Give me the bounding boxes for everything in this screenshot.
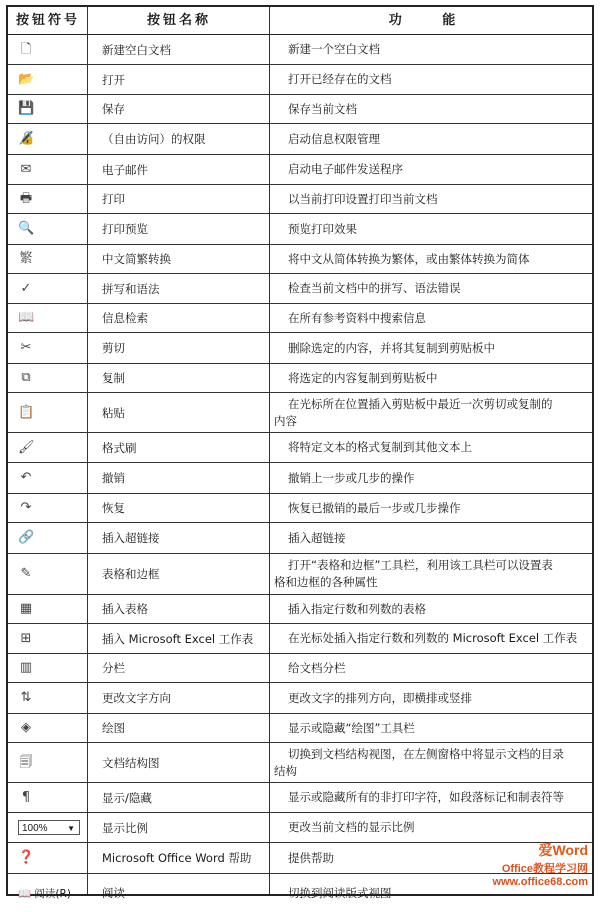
- button-symbol-cell: [8, 245, 88, 273]
- button-function: [270, 624, 592, 653]
- function-text-line: 在光标所在位置插入剪贴板中最近一次剪切或复制的: [288, 396, 553, 411]
- zoom-value: 100%: [22, 823, 48, 834]
- button-symbol-cell: [8, 155, 88, 184]
- button-function: [270, 35, 592, 64]
- button-function: [270, 494, 592, 522]
- function-text-line: 切换到阅读版式视图: [288, 885, 392, 900]
- button-function: [270, 214, 592, 244]
- table-row: [8, 95, 592, 124]
- button-name: 打开: [102, 72, 125, 87]
- button-symbol-cell: [8, 494, 88, 522]
- button-symbol-cell: [8, 654, 88, 682]
- button-name: 打印预览: [102, 222, 148, 236]
- table-row: [8, 304, 592, 333]
- printer-icon[interactable]: 🖶: [19, 191, 33, 206]
- tables-borders-icon[interactable]: ✎: [20, 566, 32, 581]
- button-name: 打印: [102, 192, 125, 206]
- permission-icon[interactable]: 🔏: [18, 131, 35, 146]
- button-symbol-cell: [8, 35, 88, 64]
- function-text-line: 打开已经存在的文档: [288, 72, 392, 86]
- function-text-line: 更改文字的排列方向，即横排或竖排: [288, 690, 472, 705]
- button-function: [270, 843, 592, 873]
- table-row: [8, 523, 592, 554]
- button-symbol-cell: [8, 95, 88, 123]
- watermark-line-2: Office教程学习网: [501, 863, 588, 875]
- button-name: 电子邮件: [102, 162, 148, 177]
- button-symbol-cell: [8, 683, 88, 713]
- function-text-line: 恢复已撤销的最后一步或几步操作: [288, 500, 461, 515]
- insert-table-icon[interactable]: ▦: [19, 601, 33, 616]
- button-function: [270, 683, 592, 713]
- table-row: [8, 595, 592, 624]
- table-row: [8, 554, 592, 595]
- button-name: 插入超链接: [102, 531, 160, 545]
- button-symbol-cell: [8, 843, 88, 873]
- button-name: 显示/隐藏: [102, 790, 152, 805]
- button-function: [270, 523, 592, 553]
- button-symbol-cell: [8, 124, 88, 154]
- button-function: [270, 393, 592, 432]
- button-function: [270, 155, 592, 184]
- help-icon[interactable]: ❓: [18, 850, 35, 865]
- button-symbol-cell: [8, 813, 88, 842]
- function-text-line: 检查当前文档中的拼写、语法错误: [288, 281, 461, 295]
- table-row: [8, 245, 592, 274]
- zoom-dropdown[interactable]: [18, 820, 80, 835]
- button-symbol-cell: [8, 393, 88, 432]
- table-row: [8, 35, 592, 65]
- function-text-line: 启动信息权限管理: [288, 131, 380, 146]
- traditional-chinese-icon[interactable]: 繁: [19, 251, 33, 266]
- button-name: 表格和边框: [102, 567, 160, 581]
- button-function: [270, 874, 592, 912]
- button-function: [270, 364, 592, 392]
- button-name: 拼写和语法: [102, 281, 160, 296]
- button-function: [270, 274, 592, 303]
- header-name-column: 按钮名称: [146, 13, 211, 28]
- paste-clipboard-icon[interactable]: 📋: [18, 404, 35, 420]
- button-name: 保存: [102, 102, 125, 116]
- button-name: 更改文字方向: [102, 691, 171, 705]
- function-text-line: 撤销上一步或几步的操作: [288, 470, 415, 485]
- button-function: [270, 463, 592, 493]
- button-name: 复制: [102, 371, 125, 385]
- table-row: [8, 714, 592, 743]
- button-name: 分栏: [102, 661, 125, 675]
- header-icon-column: 按钮符号: [15, 13, 80, 28]
- button-function: [270, 714, 592, 742]
- button-name: 中文简繁转换: [102, 252, 171, 266]
- function-text-line: 将特定文本的格式复制到其他文本上: [288, 440, 472, 454]
- function-text-line: 将选定的内容复制到剪贴板中: [288, 370, 438, 385]
- table-row: [8, 185, 592, 214]
- button-name: 插入 Microsoft Excel 工作表: [102, 631, 254, 646]
- button-symbol-cell: [8, 364, 88, 392]
- function-text-line: 更改当前文档的显示比例: [288, 820, 415, 834]
- spelling-grammar-icon[interactable]: ✓: [20, 280, 32, 296]
- button-function: [270, 245, 592, 273]
- button-symbol-cell: [8, 304, 88, 332]
- button-function: [270, 185, 592, 213]
- table-row: [8, 683, 592, 714]
- format-painter-icon[interactable]: 🖌: [18, 439, 35, 455]
- button-symbol-cell: [8, 185, 88, 213]
- button-name: 新建空白文档: [102, 42, 171, 57]
- book-icon: 📖: [18, 887, 35, 900]
- print-preview-icon[interactable]: 🔍: [18, 221, 35, 236]
- document-map-icon[interactable]: 🗐: [19, 754, 33, 770]
- button-name: Microsoft Office Word 帮助: [102, 851, 252, 865]
- button-symbol-cell: [8, 214, 88, 244]
- button-name: 绘图: [102, 721, 125, 735]
- table-row: [8, 654, 592, 683]
- button-name: 阅读: [102, 886, 125, 900]
- email-icon[interactable]: ✉: [20, 161, 32, 177]
- table-row: [8, 393, 592, 433]
- button-symbol-cell: [8, 433, 88, 462]
- watermark-line-1: 爱Word: [538, 842, 588, 858]
- table-row: [8, 364, 592, 393]
- open-folder-icon[interactable]: 📂: [18, 71, 35, 87]
- drawing-icon[interactable]: ◈: [21, 720, 31, 735]
- new-document-icon[interactable]: 🗋: [20, 41, 32, 57]
- table-row: [8, 65, 592, 95]
- button-symbol-cell: [8, 714, 88, 742]
- button-name: 撤销: [102, 471, 125, 485]
- button-name: 插入表格: [102, 602, 148, 616]
- button-function: [270, 65, 592, 94]
- button-symbol-cell: [8, 554, 88, 594]
- read-button-label: 阅读(R): [34, 887, 71, 900]
- button-function: [270, 433, 592, 462]
- watermark-line-3: www.office68.com: [492, 876, 588, 888]
- button-name: 粘贴: [102, 405, 125, 420]
- toolbar-buttons-table: [6, 5, 594, 900]
- table-row: [8, 813, 592, 843]
- function-text-line: 内容: [274, 413, 297, 428]
- save-disk-icon[interactable]: 💾: [18, 101, 35, 116]
- table-row: [8, 433, 592, 463]
- button-name: （自由访问）的权限: [102, 132, 206, 146]
- function-text-line: 结构: [274, 763, 297, 778]
- function-text-line: 显示或隐藏所有的非打印字符，如段落标记和制表符等: [288, 790, 564, 804]
- copy-icon[interactable]: ⧉: [21, 370, 31, 385]
- table-row: [8, 274, 592, 304]
- table-row: [8, 494, 592, 523]
- function-text-line: 提供帮助: [288, 850, 334, 865]
- button-name: 格式刷: [102, 440, 137, 455]
- function-text-line: 启动电子邮件发送程序: [288, 162, 403, 176]
- button-name: 信息检索: [102, 311, 148, 325]
- function-text-line: 新建一个空白文档: [288, 42, 380, 56]
- function-text-line: 将中文从简体转换为繁体，或由繁体转换为简体: [288, 251, 530, 266]
- table-row: [8, 743, 592, 783]
- research-icon[interactable]: 📖: [18, 310, 35, 325]
- columns-icon[interactable]: ▥: [19, 660, 33, 675]
- button-name: 剪切: [102, 341, 125, 355]
- chevron-down-icon: ▼: [67, 824, 75, 833]
- button-symbol-cell: [8, 595, 88, 623]
- function-text-line: 格和边框的各种属性: [274, 575, 378, 589]
- button-symbol-cell: [8, 65, 88, 94]
- button-symbol-cell: [8, 333, 88, 363]
- function-text-line: 切换到文档结构视图，在左侧窗格中将显示文档的目录: [288, 746, 564, 761]
- button-name: 恢复: [102, 501, 125, 515]
- function-text-line: 保存当前文档: [288, 101, 357, 116]
- cut-scissors-icon[interactable]: ✂: [20, 340, 32, 355]
- button-symbol-cell: [8, 274, 88, 303]
- excel-worksheet-icon[interactable]: ⊞: [20, 630, 32, 646]
- button-symbol-cell: [8, 874, 88, 912]
- table-row: [8, 333, 592, 364]
- function-text-line: 预览打印效果: [288, 221, 357, 236]
- table-header: [8, 7, 592, 35]
- button-symbol-cell: [8, 624, 88, 653]
- function-text-line: 在光标处插入指定行数和列数的 Microsoft Excel 工作表: [288, 631, 578, 645]
- button-function: [270, 743, 592, 782]
- table-row: [8, 783, 592, 813]
- function-text-line: 显示或隐藏“绘图”工具栏: [288, 720, 415, 735]
- table-row: [8, 843, 592, 874]
- button-symbol-cell: [8, 523, 88, 553]
- button-function: [270, 783, 592, 812]
- button-function: [270, 813, 592, 842]
- table-row: [8, 155, 592, 185]
- hyperlink-icon[interactable]: 🔗: [18, 530, 35, 545]
- button-name: 文档结构图: [102, 755, 160, 770]
- button-function: [270, 124, 592, 154]
- button-symbol-cell: [8, 463, 88, 493]
- function-text-line: 插入指定行数和列数的表格: [288, 601, 426, 616]
- table-row: [8, 214, 592, 245]
- button-symbol-cell: [8, 743, 88, 782]
- function-text-line: 给文档分栏: [288, 660, 346, 675]
- table-row: [8, 874, 592, 912]
- function-text-line: 删除选定的内容，并将其复制到剪贴板中: [288, 340, 495, 355]
- button-function: [270, 304, 592, 332]
- text-direction-icon[interactable]: ⇅: [20, 690, 32, 705]
- button-function: [270, 554, 592, 594]
- function-text-line: 插入超链接: [288, 530, 346, 545]
- function-text-line: 以当前打印设置打印当前文档: [288, 191, 438, 206]
- redo-icon[interactable]: ↷: [20, 500, 32, 515]
- button-function: [270, 654, 592, 682]
- button-symbol-cell: [8, 783, 88, 812]
- header-function-column: 功 能: [388, 13, 474, 28]
- table-row: [8, 463, 592, 494]
- table-row: [8, 624, 592, 654]
- button-name: 显示比例: [102, 820, 148, 835]
- function-text-line: 打开“表格和边框”工具栏，利用该工具栏可以设置表: [288, 558, 553, 572]
- read-button[interactable]: [18, 886, 71, 901]
- function-text-line: 在所有参考资料中搜索信息: [288, 310, 426, 325]
- button-function: [270, 595, 592, 623]
- undo-icon[interactable]: ↶: [20, 470, 32, 485]
- show-hide-icon[interactable]: ¶: [21, 789, 31, 805]
- table-row: [8, 124, 592, 155]
- button-function: [270, 95, 592, 123]
- button-function: [270, 333, 592, 363]
